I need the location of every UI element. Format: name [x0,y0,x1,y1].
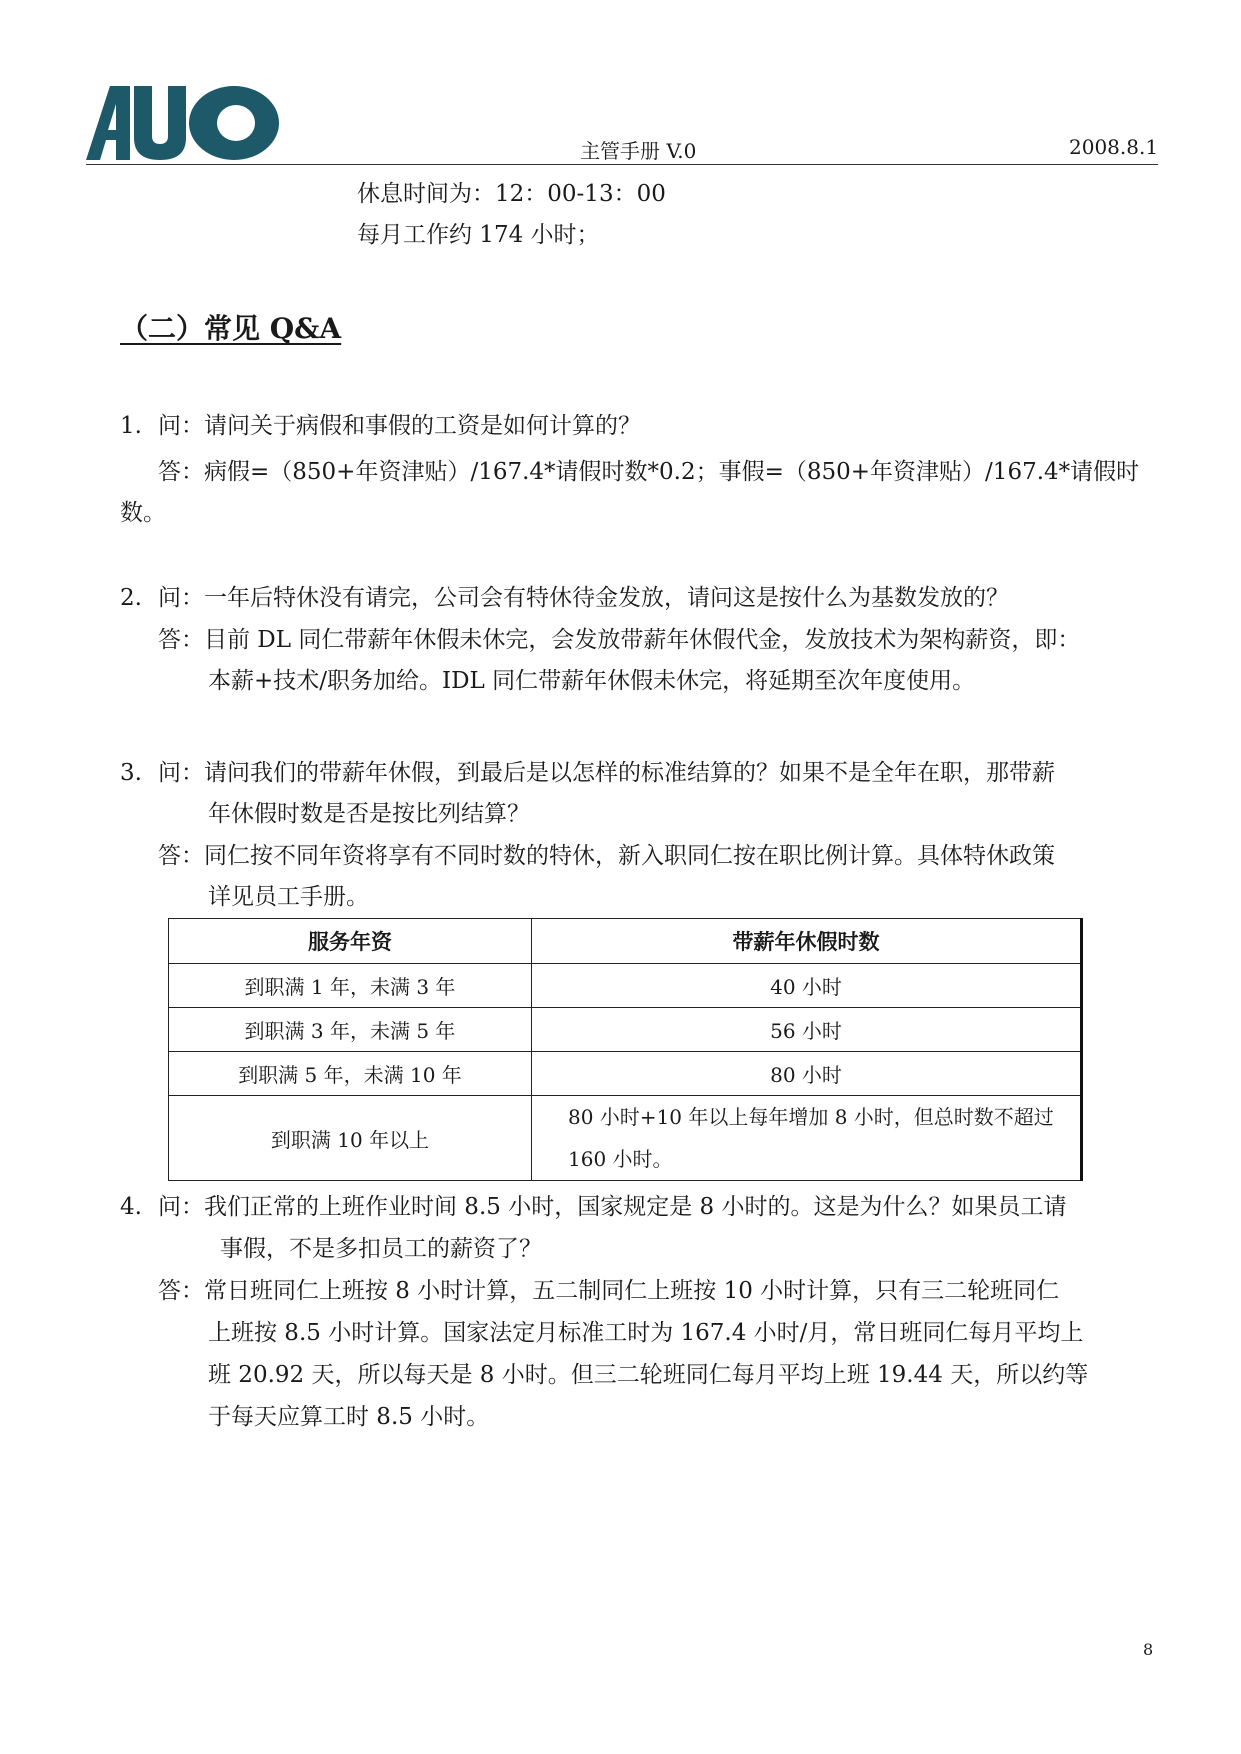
table-row [169,1008,1082,1052]
service-years-cell: 到职满 5 年，未满 10 年 [169,1052,532,1096]
leave-hours-cell [532,1096,1082,1181]
col-header-leave-hours: 带薪年休假时数 [532,919,1082,964]
header-rule [86,164,1158,165]
doc-date: 2008.8.1 [1069,135,1159,159]
auo-logo [86,84,281,160]
table-row [169,1096,1082,1181]
q2-number: 2. [120,585,142,611]
q1-question: 问：请问关于病假和事假的工资是如何计算的？ [158,413,641,439]
q1-answer-line1: 答：病假=（850+年资津贴）/167.4*请假时数*0.2；事假=（850+年资津贴）/167.4*请假时 [158,459,1140,485]
q4-answer-line3: 班 20.92 天，所以每天是 8 小时。但三二轮班同仁每月平均上班 19.44 天，所以约等 [208,1362,1089,1388]
q2-answer-line2: 本薪+技术/职务加给。IDL 同仁带薪年休假未休完，将延期至次年度使用。 [208,668,976,694]
service-years-cell: 到职满 10 年以上 [169,1096,532,1181]
leave-hours-cell: 56 小时 [532,1008,1082,1052]
q4-answer-line1: 答：常日班同仁上班按 8 小时计算，五二制同仁上班按 10 小时计算，只有三二轮班同仁 [158,1278,1060,1304]
section-title: （二）常见 Q&A [120,312,342,345]
q3-answer-line2: 详见员工手册。 [208,884,369,910]
table-header-row [169,919,1082,964]
annual-leave-table [168,918,1083,1181]
q2-answer-line1: 答：目前 DL 同仁带薪年休假未休完，会发放带薪年休假代金，发放技术为架构薪资，即： [158,627,1081,653]
page-number: 8 [1143,1640,1154,1659]
q4-question-line1: 问：我们正常的上班作业时间 8.5 小时，国家规定是 8 小时的。这是为什么？如果员工请 [158,1194,1067,1220]
service-years-cell: 到职满 3 年，未满 5 年 [169,1008,532,1052]
q4-answer-line2: 上班按 8.5 小时计算。国家法定月标准工时为 167.4 小时/月，常日班同仁每月平均上 [208,1320,1084,1346]
monthly-hours-line: 每月工作约 174 小时； [357,222,600,248]
q1-number: 1. [120,413,142,439]
col-header-service-years: 服务年资 [169,919,532,964]
rest-time-line: 休息时间为：12：00-13：00 [357,181,666,207]
q4-question-line2: 事假，不是多扣员工的薪资了？ [220,1236,542,1262]
leave-hours-line1: 80 小时+10 年以上每年增加 8 小时，但总时数不超过 [568,1105,1054,1129]
q3-question-line1: 问：请问我们的带薪年休假，到最后是以怎样的标准结算的？如果不是全年在职，那带薪 [158,760,1055,786]
service-years-cell: 到职满 1 年，未满 3 年 [169,964,532,1008]
q2-question: 问：一年后特休没有请完，公司会有特休待金发放，请问这是按什么为基数发放的？ [158,585,1009,611]
q1-answer-line2: 数。 [120,500,166,526]
q3-number: 3. [120,760,142,786]
leave-hours-line2: 160 小时。 [568,1147,673,1171]
q3-question-line2: 年休假时数是否是按比列结算？ [208,801,530,827]
q3-answer-line1: 答：同仁按不同年资将享有不同时数的特休，新入职同仁按在职比例计算。具体特休政策 [158,843,1055,869]
doc-title: 主管手册 V.0 [580,139,697,163]
table-row [169,1052,1082,1096]
leave-hours-cell: 80 小时 [532,1052,1082,1096]
q4-answer-line4: 于每天应算工时 8.5 小时。 [208,1404,490,1430]
q4-number: 4. [120,1194,142,1220]
table-row [169,964,1082,1008]
leave-hours-cell: 40 小时 [532,964,1082,1008]
